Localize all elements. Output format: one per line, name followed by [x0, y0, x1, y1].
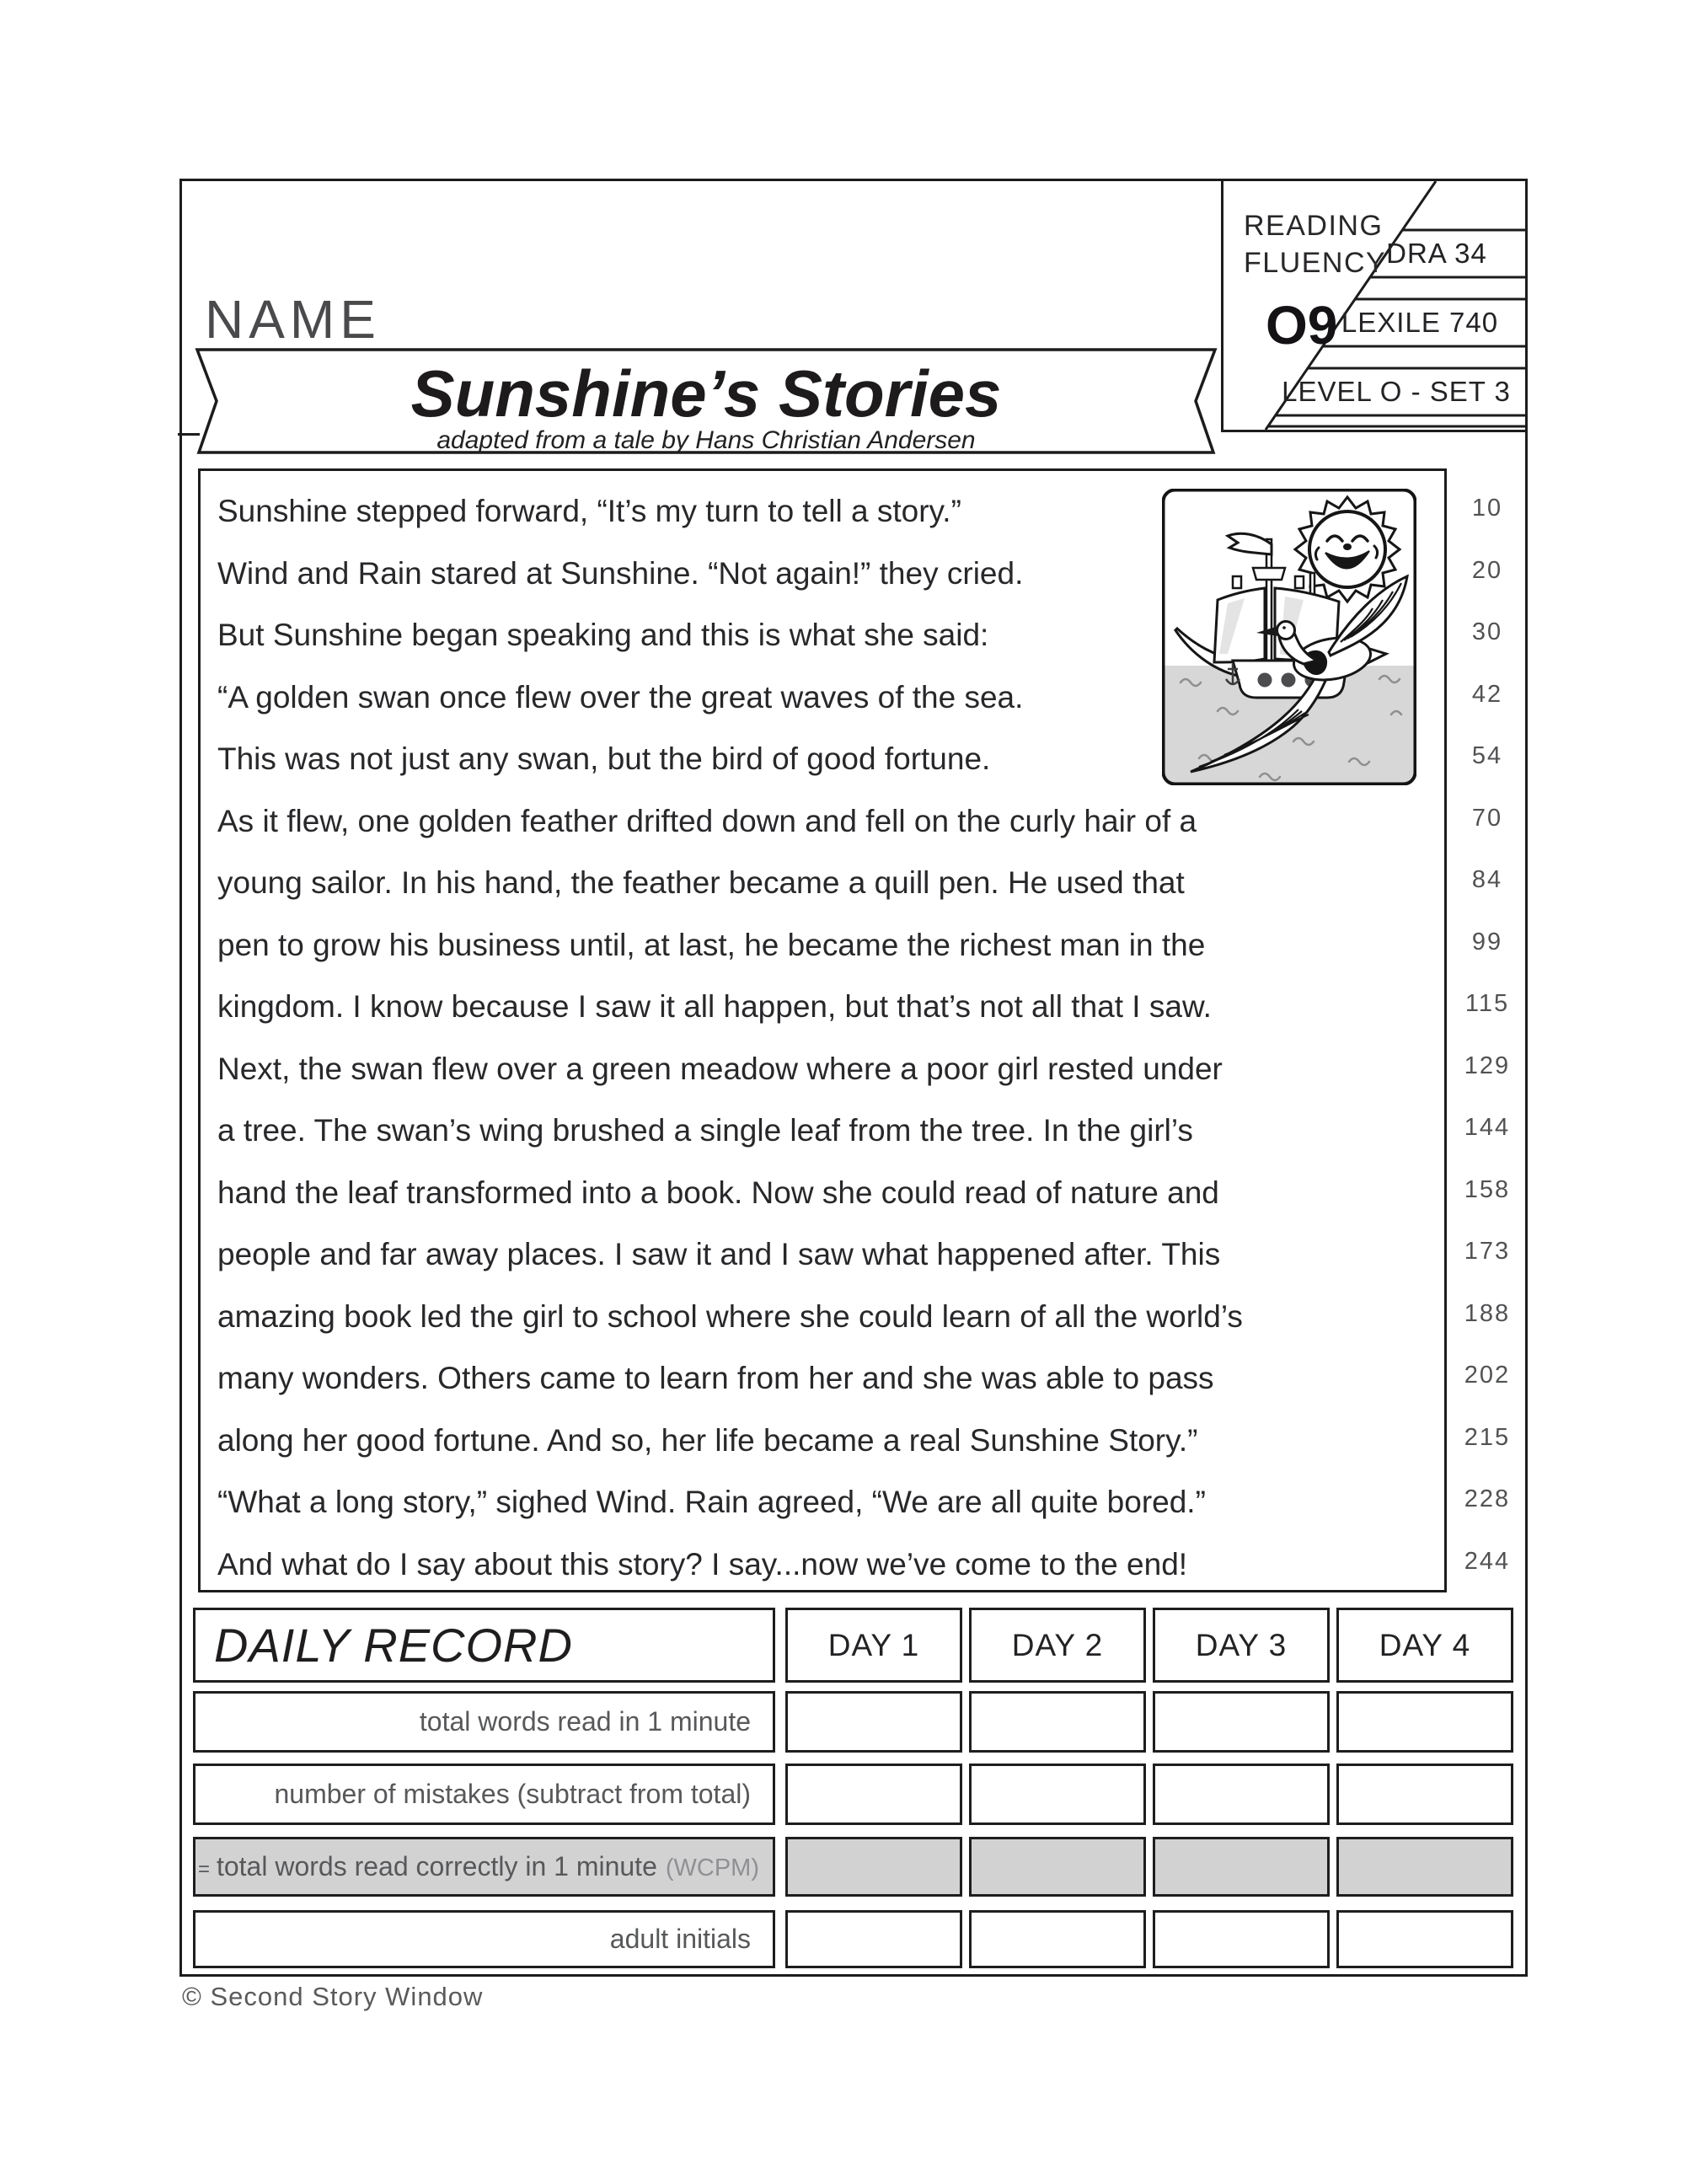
passage-line: along her good fortune. And so, her life became a real Sunshine Story.”: [217, 1422, 1198, 1458]
record-cell-day3-initials[interactable]: [1153, 1910, 1330, 1968]
record-cell-day2-mistakes[interactable]: [969, 1764, 1146, 1825]
day3-header: DAY 3: [1153, 1608, 1330, 1683]
record-cell-day4-total-words[interactable]: [1336, 1691, 1513, 1753]
record-cell-day4-initials[interactable]: [1336, 1910, 1513, 1968]
passage-line: a tree. The swan’s wing brushed a single leaf from the tree. In the girl’s: [217, 1113, 1193, 1148]
word-count: 99: [1471, 928, 1503, 955]
row-label-text: number of mistakes (subtract from total): [274, 1779, 751, 1809]
word-count: 30: [1471, 618, 1503, 645]
row-label-text: total words read correctly in 1 minute: [216, 1851, 657, 1881]
passage-line: “A golden swan once flew over the great waves of the sea.: [217, 679, 1024, 715]
record-cell-day4-mistakes[interactable]: [1336, 1764, 1513, 1825]
passage-line: kingdom. I know because I saw it all happen, but that’s not all that I saw.: [217, 989, 1212, 1024]
word-count: 228: [1464, 1485, 1511, 1512]
day4-header: DAY 4: [1336, 1608, 1513, 1683]
record-cell-day4-wcpm[interactable]: [1336, 1837, 1513, 1897]
level-set-badge: LEVEL O - SET 3: [1282, 376, 1511, 407]
row-label-adult-initials: [193, 1910, 775, 1968]
passage-subtitle: adapted from a tale by Hans Christian Andersen: [436, 426, 976, 454]
word-count: 54: [1471, 742, 1503, 769]
row-label-total-words: [193, 1691, 775, 1753]
word-count: 84: [1471, 866, 1503, 893]
passage-line: many wonders. Others came to learn from her and she was able to pass: [217, 1361, 1214, 1395]
passage-line: people and far away places. I saw it and I saw what happened after. This: [217, 1237, 1221, 1271]
record-cell-day1-initials[interactable]: [785, 1910, 962, 1968]
daily-record-title: DAILY RECORD: [193, 1608, 775, 1683]
record-cell-day3-mistakes[interactable]: [1153, 1764, 1330, 1825]
copyright-credit: © Second Story Window: [182, 1982, 484, 2011]
passage-line: pen to grow his business until, at last, he became the richest man in the: [217, 927, 1206, 962]
word-count: 158: [1464, 1175, 1511, 1203]
row-label-text: adult initials: [609, 1924, 751, 1954]
passage-line: Sunshine stepped forward, “It’s my turn to tell a story.”: [217, 494, 961, 528]
record-cell-day3-total-words[interactable]: [1153, 1691, 1330, 1753]
word-count-column: [1450, 478, 1524, 1592]
row-label-mistakes: [193, 1764, 775, 1825]
word-count: 42: [1471, 680, 1503, 708]
dra-level-badge: DRA 34: [1386, 238, 1487, 269]
record-cell-day1-total-words[interactable]: [785, 1691, 962, 1753]
passage-line: hand the leaf transformed into a book. Now she could read of nature and: [217, 1175, 1219, 1210]
word-count: 20: [1471, 556, 1503, 584]
program-title-line1: READING: [1244, 210, 1384, 242]
row-label-suffix: (WCPM): [665, 1855, 759, 1881]
passage-title: Sunshine’s Stories: [410, 356, 1002, 431]
passage-line: And what do I say about this story? I say...now we’ve come to the end!: [217, 1546, 1188, 1582]
word-count: 202: [1464, 1362, 1511, 1389]
day2-header: DAY 2: [969, 1608, 1146, 1683]
passage-line: young sailor. In his hand, the feather became a quill pen. He used that: [217, 865, 1185, 900]
passage-line: amazing book led the girl to school where she could learn of all the world’s: [217, 1298, 1243, 1334]
word-count: 188: [1464, 1299, 1511, 1327]
word-count: 215: [1464, 1423, 1511, 1451]
passage-box: [198, 468, 1447, 1592]
passage-line: But Sunshine began speaking and this is what she said:: [217, 618, 989, 652]
word-count: 10: [1471, 495, 1503, 522]
ribbon-tail-line: [178, 433, 200, 436]
passage-line: As it flew, one golden feather drifted down and fell on the curly hair of a: [217, 803, 1197, 838]
record-cell-day2-initials[interactable]: [969, 1910, 1146, 1968]
row-label-text: total words read in 1 minute: [419, 1706, 751, 1737]
word-count: 144: [1464, 1114, 1511, 1141]
record-cell-day1-wcpm[interactable]: [785, 1837, 962, 1897]
name-label: NAME: [205, 289, 381, 350]
record-cell-day1-mistakes[interactable]: [785, 1764, 962, 1825]
passage-line: Wind and Rain stared at Sunshine. “Not again!” they cried.: [217, 555, 1024, 591]
record-cell-day3-wcpm[interactable]: [1153, 1837, 1330, 1897]
row-label-wcpm: [193, 1837, 775, 1897]
word-count: 115: [1464, 990, 1510, 1017]
passage-line: “What a long story,” sighed Wind. Rain agreed, “We are all quite bored.”: [217, 1485, 1206, 1519]
word-count: 244: [1464, 1547, 1511, 1575]
record-cell-day2-total-words[interactable]: [969, 1691, 1146, 1753]
lexile-badge: LEXILE 740: [1341, 307, 1499, 338]
program-title-line2: FLUENCY: [1244, 247, 1387, 279]
word-count: 173: [1464, 1238, 1511, 1265]
record-cell-day2-wcpm[interactable]: [969, 1837, 1146, 1897]
word-count: 70: [1471, 804, 1503, 832]
reading-fluency-header: [1221, 179, 1528, 432]
row-label-prefix: =: [197, 1858, 210, 1881]
day1-header: DAY 1: [785, 1608, 962, 1683]
passage-line: Next, the swan flew over a green meadow where a poor girl rested under: [217, 1051, 1223, 1086]
title-banner: [195, 347, 1218, 455]
illustration: [1162, 489, 1416, 785]
passage-line: This was not just any swan, but the bird of good fortune.: [217, 741, 991, 776]
passage-number: O9: [1266, 295, 1338, 356]
word-count: 129: [1464, 1052, 1511, 1079]
